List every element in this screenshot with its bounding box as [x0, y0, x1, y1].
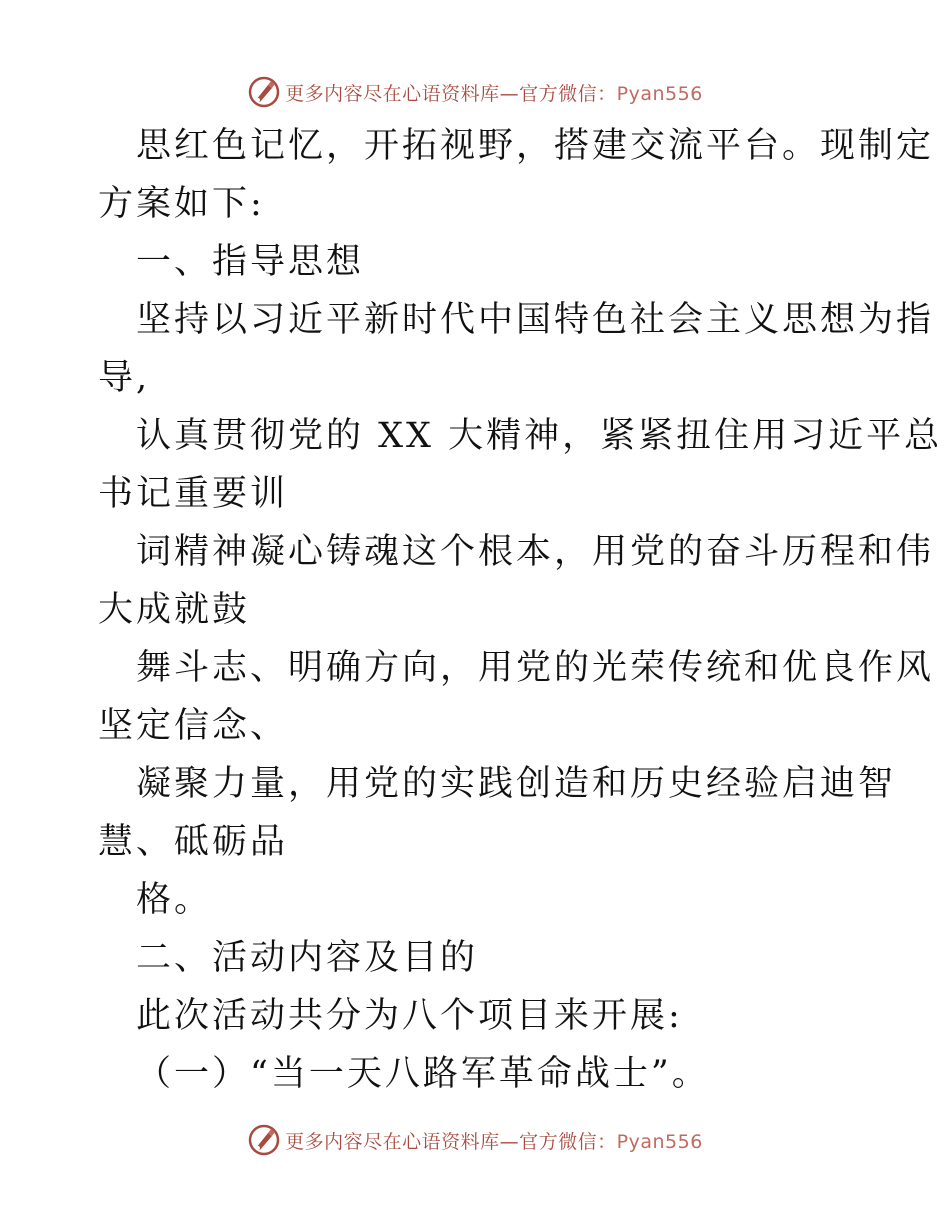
subsection-heading: （一）“当一天八路军革命战士”。 — [136, 1054, 710, 1094]
watermark-wechat-id: Pyan556 — [616, 1130, 703, 1153]
body-line: 导, — [98, 358, 151, 398]
body-line: 慧、砥砺品 — [98, 822, 289, 862]
body-line: 方案如下: — [98, 184, 265, 224]
header-watermark — [0, 72, 950, 112]
body-line: 认真贯彻党的 XX 大精神，紧紧扭住用习近平总 — [136, 416, 943, 456]
body-line: 坚持以习近平新时代中国特色社会主义思想为指 — [136, 300, 935, 340]
watermark-wechat-id: Pyan556 — [616, 82, 703, 105]
pen-nib-icon — [247, 1123, 281, 1157]
body-line: 思红色记忆，开拓视野，搭建交流平台。现制定 — [136, 126, 935, 166]
watermark-text: 更多内容尽在心语资料库—官方微信：Pyan556 — [285, 1130, 703, 1153]
watermark-text: 更多内容尽在心语资料库—官方微信：Pyan556 — [285, 82, 703, 105]
footer-watermark — [0, 1120, 950, 1160]
body-line: 此次活动共分为八个项目来开展: — [136, 996, 683, 1036]
section-heading: 二、活动内容及目的 — [136, 938, 479, 978]
body-line: 坚定信念、 — [98, 706, 289, 746]
body-line: 词精神凝心铸魂这个根本，用党的奋斗历程和伟 — [136, 532, 935, 572]
pen-nib-icon — [247, 75, 281, 109]
body-line: 书记重要训 — [98, 474, 289, 514]
body-line: 大成就鼓 — [98, 590, 251, 630]
body-line: 格。 — [136, 880, 213, 920]
body-line: 凝聚力量，用党的实践创造和历史经验启迪智 — [136, 764, 897, 804]
body-line: 舞斗志、明确方向，用党的光荣传统和优良作风 — [136, 648, 935, 688]
section-heading: 一、指导思想 — [136, 242, 365, 282]
